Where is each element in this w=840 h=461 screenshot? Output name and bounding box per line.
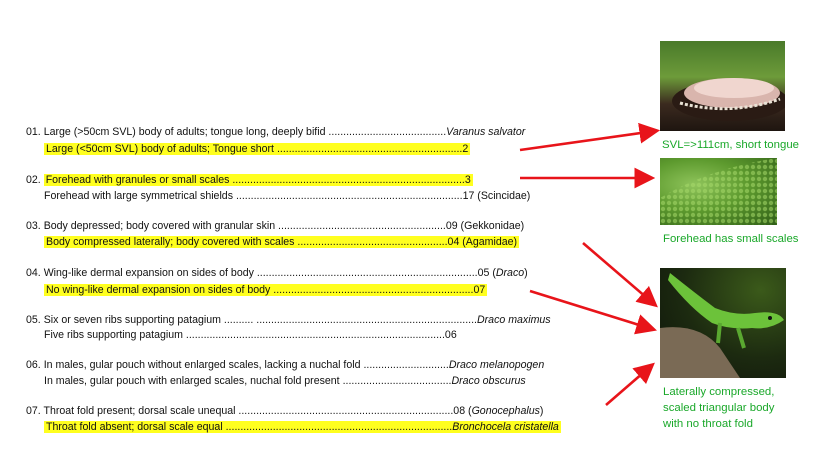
caption-scales: Forehead has small scales (663, 233, 799, 245)
line-result: Draco (495, 267, 525, 279)
line-result: 17 (Scincidae) (462, 190, 531, 202)
line-text: In males, gular pouch with enlarged scales, nuchal fold present ..................................... (44, 375, 452, 387)
line-result: 09 (Gekkonidae) (445, 220, 525, 232)
couplet-number: 01. (26, 126, 41, 138)
line-result-post: ) (524, 267, 528, 279)
line-text: Large (<50cm SVL) body of adults; Tongue short ............................................................... (46, 143, 463, 155)
line-text: Forehead with large symmetrical shields ............................................................................. (44, 190, 463, 202)
arrow-to-tongue-photo (520, 131, 655, 150)
arrow-from-agamidae (583, 243, 654, 304)
line-text: Large (>50cm SVL) body of adults; tongue long, deeply bifid ........................................ (43, 126, 447, 138)
line-result: 06 (444, 329, 457, 341)
line-result-post: ) (539, 405, 544, 417)
line-result-pre: 05 ( (477, 267, 496, 279)
line-result: Draco maximus (477, 314, 551, 326)
line-text: In males, gular pouch without enlarged scales, lacking a nuchal fold ............................. (43, 359, 449, 371)
line-text: Body depressed; body covered with granular skin ......................................................... (43, 220, 446, 232)
line-result: Varanus salvator (446, 126, 526, 138)
line-text: Throat fold present; dorsal scale unequal ......................................................................... (43, 405, 454, 417)
line-result: 07 (473, 284, 486, 296)
line-result: 2 (462, 143, 469, 155)
couplet-number: 04. (26, 267, 41, 279)
line-result: Gonocephalus (471, 405, 540, 417)
line-result: 04 (Agamidae) (447, 236, 518, 248)
line-text: Body compressed laterally; body covered with scales ................................................... (46, 236, 448, 248)
caption-lizard-line-1: Laterally compressed, (663, 386, 775, 398)
caption-lizard-line-3: with no throat fold (663, 418, 753, 430)
line-result: Draco melanopogen (448, 359, 545, 371)
line-text: Throat fold absent; dorsal scale equal ............................................................................. (46, 421, 453, 433)
arrow-from-no-wing (530, 291, 652, 329)
caption-lizard-line-2: scaled triangular body (663, 402, 775, 414)
line-text: Forehead with granules or small scales ............................................................................... (45, 174, 465, 186)
caption-tongue: SVL=>111cm, short tongue (662, 139, 799, 151)
line-text: Five ribs supporting patagium ........................................................................................ (44, 329, 445, 341)
line-result: Draco obscurus (451, 375, 526, 387)
line-text: Six or seven ribs supporting patagium .......... ........................................................................... (43, 314, 477, 326)
line-result: Bronchocela cristatella (452, 421, 559, 433)
couplet-number: 03. (26, 220, 41, 232)
couplet-number: 05. (26, 314, 41, 326)
line-result: 3 (464, 174, 471, 186)
couplet-number: 06. (26, 359, 41, 371)
arrow-from-bronchocela (606, 366, 651, 405)
couplet-number: 07. (26, 405, 41, 417)
line-result-pre: 08 ( (453, 405, 472, 417)
line-text: Wing-like dermal expansion on sides of body ........................................................................... (43, 267, 478, 279)
line-text: No wing-like dermal expansion on sides of body .................................................................... (46, 284, 474, 296)
couplet-number: 02. (26, 174, 41, 186)
